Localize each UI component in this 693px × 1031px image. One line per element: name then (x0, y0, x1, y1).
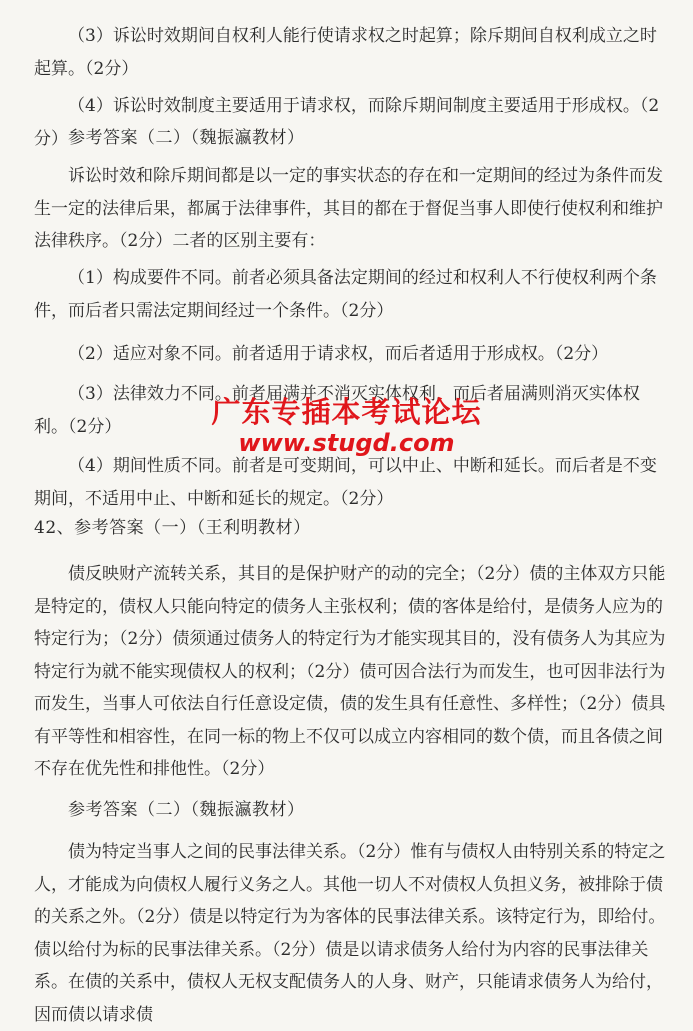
para-obligation-2 (34, 836, 671, 1031)
heading: 参考答案（二）（魏振瀛教材） (68, 128, 305, 148)
answer-heading-42 (34, 512, 671, 545)
answer-heading-2 (34, 122, 671, 155)
para-limitation-start (34, 20, 671, 85)
para-diff-2 (34, 338, 671, 371)
heading: 42、参考答案（一）（王利明教材） (34, 518, 311, 538)
paragraph: （1）构成要件不同。前者必须具备法定期间的经过和权利人不行使权利两个条件，而后者只需法定期间经过一个条件。（2分） (34, 268, 657, 321)
watermark-url: www.stugd.com (238, 429, 455, 457)
paragraph: 债反映财产流转关系，其目的是保护财产的动的完全；（2分）债的主体双方只能是特定的，债权人只能向特定的债务人主张权利；债的客体是给付，是债务人应为的特定行为；（2分）债须通过债务人的特定行为才能实现其目的，没有债务人为其应为特定行为就不能实现债权人的权利；（2分）债可因合法行为而发生，也可因非法行为而发生，当事人可依法自行任意设定债，债的发生具有任意性、多样性；（2分）债具有平等性和相容性，在同一标的物上不仅可以成立内容相同的数个债，而且各债之间不存在优先性和排他性。（2分） (34, 564, 666, 779)
paragraph: 债为特定当事人之间的民事法律关系。（2分）惟有与债权人由特别关系的特定之人，才能成为向债权人履行义务之人。其他一切人不对债权人负担义务，被排除于债的关系之外。（2分）债是以特定行为为客体的民事法律关系。该特定行为，即给付。债以给付为标的民事法律关系。（2分）债是以请求债务人给付为内容的民事法律关系。在债的关系中，债权人无权支配债务人的人身、财产，只能请求债务人为给付，因而债以请求债 (34, 842, 666, 1025)
para-diff-4 (34, 450, 671, 515)
heading: 参考答案（二）（魏振瀛教材） (68, 800, 305, 820)
paragraph: （4）诉讼时效制度主要适用于请求权，而除斥期间制度主要适用于形成权。（2分） (34, 96, 660, 149)
paragraph: （3）法律效力不同。前者届满并不消灭实体权利，而后者届满则消灭实体权利。（2分） (34, 384, 640, 437)
paragraph: 诉讼时效和除斥期间都是以一定的事实状态的存在和一定期间的经过为条件而发生一定的法律后果，都属于法律事件，其目的都在于督促当事人即使行使权利和维护法律秩序。（2分）二者的区别主要有： (34, 166, 663, 251)
para-diff-1 (34, 262, 671, 327)
paragraph: （3）诉讼时效期间自权利人能行使请求权之时起算；除斥期间自权利成立之时起算。（2分） (34, 26, 657, 79)
paragraph: （4）期间性质不同。前者是可变期间，可以中止、中断和延长。而后者是不变期间，不适用中止、中断和延长的规定。（2分） (34, 456, 657, 509)
para-intro (34, 160, 671, 258)
paragraph: （2）适应对象不同。前者适用于请求权，而后者适用于形成权。（2分） (68, 344, 609, 364)
para-obligation-1 (34, 558, 671, 786)
watermark-title: 广东专插本考试论坛 (211, 395, 482, 429)
answer-heading-42-2 (34, 794, 671, 827)
